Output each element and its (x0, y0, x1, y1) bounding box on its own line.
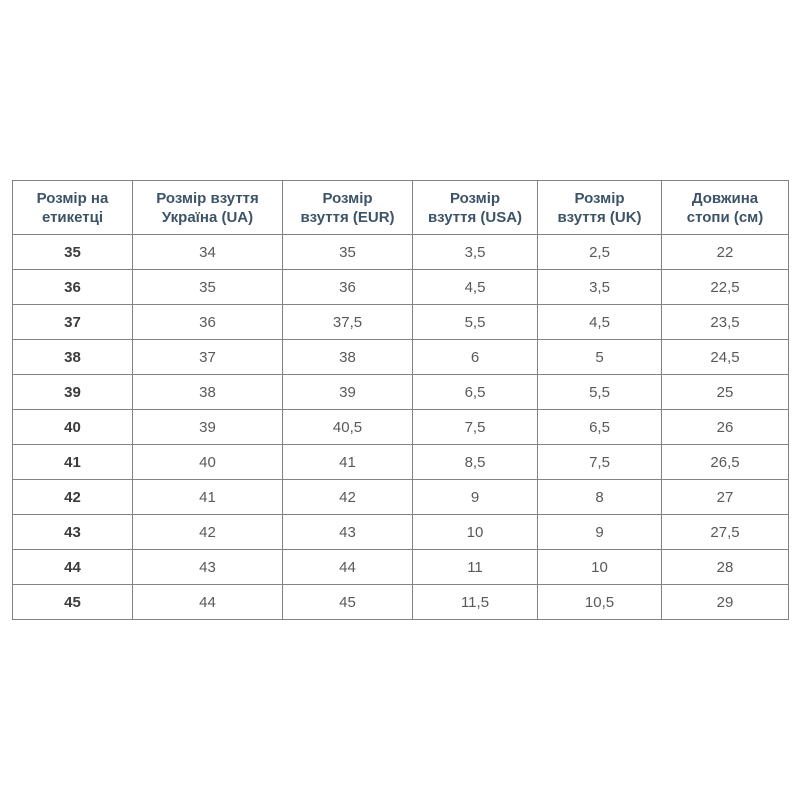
table-cell: 6 (413, 340, 538, 375)
table-cell: 34 (133, 235, 283, 270)
label-cell: 44 (13, 550, 133, 585)
table-cell: 23,5 (662, 305, 789, 340)
table-cell: 24,5 (662, 340, 789, 375)
label-cell: 37 (13, 305, 133, 340)
table-cell: 29 (662, 585, 789, 620)
header-cell-line: взуття (EUR) (300, 208, 395, 226)
table-cell: 28 (662, 550, 789, 585)
header-cell-line: Розмір на (36, 189, 109, 207)
table-cell: 40 (133, 445, 283, 480)
table-cell: 10,5 (538, 585, 662, 620)
table-cell: 27 (662, 480, 789, 515)
header-cell (133, 181, 283, 235)
table-cell: 10 (413, 515, 538, 550)
label-cell: 39 (13, 375, 133, 410)
header-cell-line: етикетці (41, 208, 104, 226)
header-cell-line: Розмір (574, 189, 625, 207)
table-cell: 37,5 (283, 305, 413, 340)
table-cell: 45 (283, 585, 413, 620)
table-cell: 39 (283, 375, 413, 410)
table-cell: 4,5 (413, 270, 538, 305)
table-cell: 3,5 (538, 270, 662, 305)
table-row (13, 550, 789, 585)
header-cell (662, 181, 789, 235)
table-cell: 44 (133, 585, 283, 620)
table-row (13, 445, 789, 480)
table-cell: 8,5 (413, 445, 538, 480)
table-cell: 3,5 (413, 235, 538, 270)
label-cell: 35 (13, 235, 133, 270)
shoe-size-conversion-table (12, 180, 789, 620)
header-cell (13, 181, 133, 235)
table-cell: 6,5 (538, 410, 662, 445)
table-row (13, 375, 789, 410)
table-cell: 38 (283, 340, 413, 375)
table-row (13, 270, 789, 305)
header-cell (538, 181, 662, 235)
table-cell: 22,5 (662, 270, 789, 305)
table-cell: 40,5 (283, 410, 413, 445)
table-cell: 11,5 (413, 585, 538, 620)
table-row (13, 480, 789, 515)
header-cell-line: Україна (UA) (161, 208, 254, 226)
header-cell (413, 181, 538, 235)
table-cell: 8 (538, 480, 662, 515)
table-cell: 22 (662, 235, 789, 270)
header-cell-line: Розмір (449, 189, 501, 207)
table-cell: 5 (538, 340, 662, 375)
table-cell: 43 (133, 550, 283, 585)
table-cell: 41 (133, 480, 283, 515)
header-cell-line: взуття (UK) (557, 208, 642, 226)
table-cell: 41 (283, 445, 413, 480)
table-cell: 42 (133, 515, 283, 550)
table-row (13, 235, 789, 270)
header-cell-line: Розмір взуття (156, 189, 259, 207)
table-cell: 42 (283, 480, 413, 515)
header-cell-line: Розмір (322, 189, 373, 207)
table-cell: 11 (413, 550, 538, 585)
table-row (13, 410, 789, 445)
table-row (13, 515, 789, 550)
table-cell: 35 (133, 270, 283, 305)
table-row (13, 585, 789, 620)
label-cell: 40 (13, 410, 133, 445)
header-cell (283, 181, 413, 235)
header-cell-line: взуття (USA) (427, 208, 523, 226)
table-row (13, 305, 789, 340)
table-cell: 35 (283, 235, 413, 270)
label-cell: 41 (13, 445, 133, 480)
table-cell: 44 (283, 550, 413, 585)
table-cell: 7,5 (413, 410, 538, 445)
label-cell: 42 (13, 480, 133, 515)
table-cell: 2,5 (538, 235, 662, 270)
table-cell: 25 (662, 375, 789, 410)
table-cell: 5,5 (413, 305, 538, 340)
table-cell: 36 (283, 270, 413, 305)
table-cell: 27,5 (662, 515, 789, 550)
label-cell: 43 (13, 515, 133, 550)
header-cell-line: стопи (см) (686, 208, 764, 226)
label-cell: 36 (13, 270, 133, 305)
table-cell: 7,5 (538, 445, 662, 480)
table-cell: 9 (538, 515, 662, 550)
table-cell: 26,5 (662, 445, 789, 480)
table-cell: 36 (133, 305, 283, 340)
table-cell: 37 (133, 340, 283, 375)
table-cell: 38 (133, 375, 283, 410)
table-cell: 6,5 (413, 375, 538, 410)
table-row (13, 340, 789, 375)
label-cell: 38 (13, 340, 133, 375)
table-header-row (13, 181, 789, 235)
label-cell: 45 (13, 585, 133, 620)
table-cell: 39 (133, 410, 283, 445)
header-cell-line: Довжина (691, 189, 759, 207)
table-cell: 5,5 (538, 375, 662, 410)
table-cell: 9 (413, 480, 538, 515)
table-cell: 26 (662, 410, 789, 445)
table-cell: 10 (538, 550, 662, 585)
table-cell: 43 (283, 515, 413, 550)
table-cell: 4,5 (538, 305, 662, 340)
